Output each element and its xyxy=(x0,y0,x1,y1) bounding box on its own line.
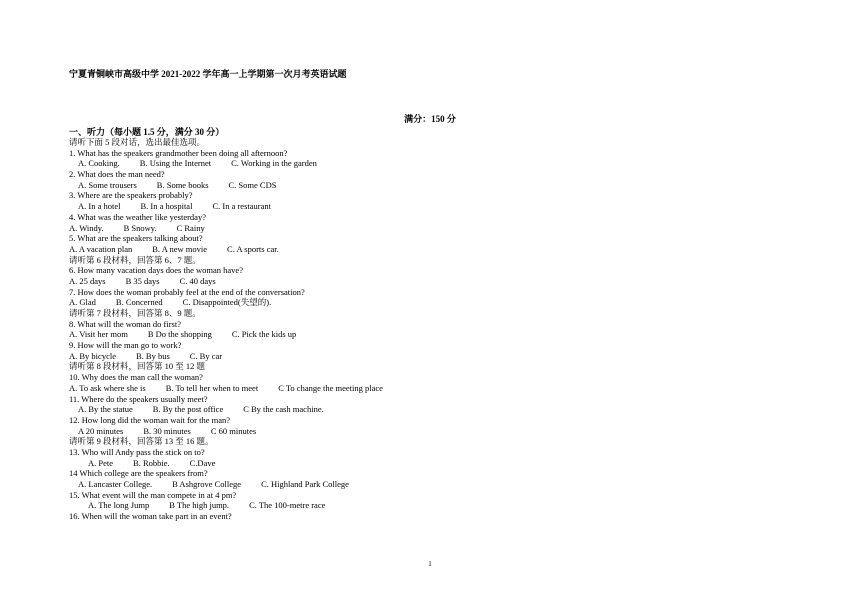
answer-option: B. Robbie. xyxy=(133,457,170,468)
answer-options xyxy=(69,276,769,287)
answer-option: A. A vacation plan xyxy=(69,243,133,254)
answer-option: A. Pete xyxy=(88,457,114,468)
question-line: 14 Which college are the speakers from? xyxy=(69,468,208,479)
answer-option: A. By the statue xyxy=(78,404,133,415)
answer-option: C By the cash machine. xyxy=(243,404,324,415)
answer-options xyxy=(69,223,769,234)
question-line: 1. What has the speakers grandmother been doing all afternoon? xyxy=(69,147,288,158)
answer-option: A. By bicycle xyxy=(69,350,116,361)
answer-option: B. A new movie xyxy=(152,243,208,254)
answer-options xyxy=(69,383,769,394)
answer-option: B. Some books xyxy=(156,179,209,190)
answer-options xyxy=(69,351,769,362)
question-line: 13. Who will Andy pass the stick on to? xyxy=(69,446,205,457)
question-line: 9. How will the man go to work? xyxy=(69,340,182,351)
answer-option: B. Concerned xyxy=(115,297,163,308)
answer-option: B. By the post office xyxy=(152,404,224,415)
answer-option: A. Lancaster College. xyxy=(78,479,153,489)
question-line: 8. What will the woman do first? xyxy=(69,318,181,329)
answer-options xyxy=(69,201,769,212)
answer-option: B. In a hospital xyxy=(140,201,193,212)
question-list xyxy=(69,137,769,522)
question-line: 15. What event will the man compete in at 4 pm? xyxy=(69,489,237,500)
answer-option: B Do the shopping xyxy=(147,329,212,340)
answer-option: C. Disappointed(失望的). xyxy=(182,297,272,308)
answer-option: B. Using the Internet xyxy=(139,158,212,169)
answer-option: C. Highland Park College xyxy=(261,479,349,489)
total-score: 满分：150 分 xyxy=(404,114,456,124)
answer-options xyxy=(69,158,769,169)
question-line: 10. Why does the man call the woman? xyxy=(69,372,203,383)
answer-option: A. 25 days xyxy=(69,275,106,286)
answer-option: C 60 minutes xyxy=(210,425,257,436)
answer-option: A. In a hotel xyxy=(78,201,121,212)
answer-option: A 20 minutes xyxy=(78,425,124,436)
question-line: 2. What does the man need? xyxy=(69,169,165,180)
answer-option: B 35 days xyxy=(125,275,160,286)
answer-option: A. Some trousers xyxy=(78,179,137,190)
answer-option: A. Visit her mom xyxy=(69,329,128,340)
answer-options xyxy=(69,479,769,490)
question-line: 3. Where are the speakers probably? xyxy=(69,190,193,201)
answer-option: A. Windy. xyxy=(69,222,104,233)
question-line: 请听第 9 段材料，回答第 13 至 16 题。 xyxy=(69,436,214,447)
question-line: 请听第 8 段材料，回答第 10 至 12 题 xyxy=(69,361,206,372)
section-heading: 一、听力（每小题 1.5 分，满分 30 分） xyxy=(69,127,225,137)
answer-option: A. To ask where she is xyxy=(69,382,146,393)
answer-option: A. Cooking. xyxy=(78,158,120,169)
answer-option: A. The long Jump xyxy=(88,500,150,511)
answer-option: B. 30 minutes xyxy=(143,425,191,436)
answer-option: C Rainy xyxy=(176,222,205,233)
answer-option: C.Dave xyxy=(189,457,216,468)
answer-option: C. In a restaurant xyxy=(212,201,271,212)
answer-options xyxy=(69,500,769,511)
answer-option: B Ashgrove College xyxy=(172,479,242,489)
answer-options xyxy=(69,329,769,340)
answer-option: B. By bus xyxy=(135,350,170,361)
page-number: 1 xyxy=(428,560,432,568)
question-line: 请听下面 5 段对话，选出最佳选项。 xyxy=(69,137,206,147)
answer-option: C. Some CDS xyxy=(228,179,277,190)
answer-option: C. Working in the garden xyxy=(231,158,317,169)
question-line: 12. How long did the woman wait for the man? xyxy=(69,414,230,425)
answer-options xyxy=(69,458,769,469)
answer-options xyxy=(69,297,769,308)
question-line: 5. What are the speakers talking about? xyxy=(69,233,203,244)
answer-option: A. Glad xyxy=(69,297,96,308)
answer-option: B. To tell her when to meet xyxy=(165,382,259,393)
answer-option: C. The 100-metre race xyxy=(249,500,326,511)
question-line: 6. How many vacation days does the woman have? xyxy=(69,265,243,276)
question-line: 4. What was the weather like yesterday? xyxy=(69,211,206,222)
answer-options xyxy=(69,426,769,437)
document-title: 宁夏青铜峡市高级中学 2021-2022 学年高一上学期第一次月考英语试题 xyxy=(69,69,347,79)
question-line: 11. Where do the speakers usually meet? xyxy=(69,393,208,404)
answer-option: B Snowy. xyxy=(123,222,157,233)
question-line: 16. When will the woman take part in an event? xyxy=(69,511,232,522)
answer-options xyxy=(69,180,769,191)
question-line: 请听第 6 段材料，回答第 6、7 题。 xyxy=(69,254,201,265)
answer-options xyxy=(69,404,769,415)
answer-option: C. Pick the kids up xyxy=(231,329,297,340)
answer-option: C To change the meeting place xyxy=(278,382,383,393)
question-line: 请听第 7 段材料，回答第 8、9 题。 xyxy=(69,308,201,318)
answer-option: B The high jump. xyxy=(169,500,230,511)
answer-option: C. 40 days xyxy=(179,275,216,286)
answer-option: C. A sports car. xyxy=(227,243,279,254)
question-line: 7. How does the woman probably feel at the end of the conversation? xyxy=(69,286,305,297)
answer-option: C. By car xyxy=(189,350,223,361)
answer-options xyxy=(69,244,769,255)
